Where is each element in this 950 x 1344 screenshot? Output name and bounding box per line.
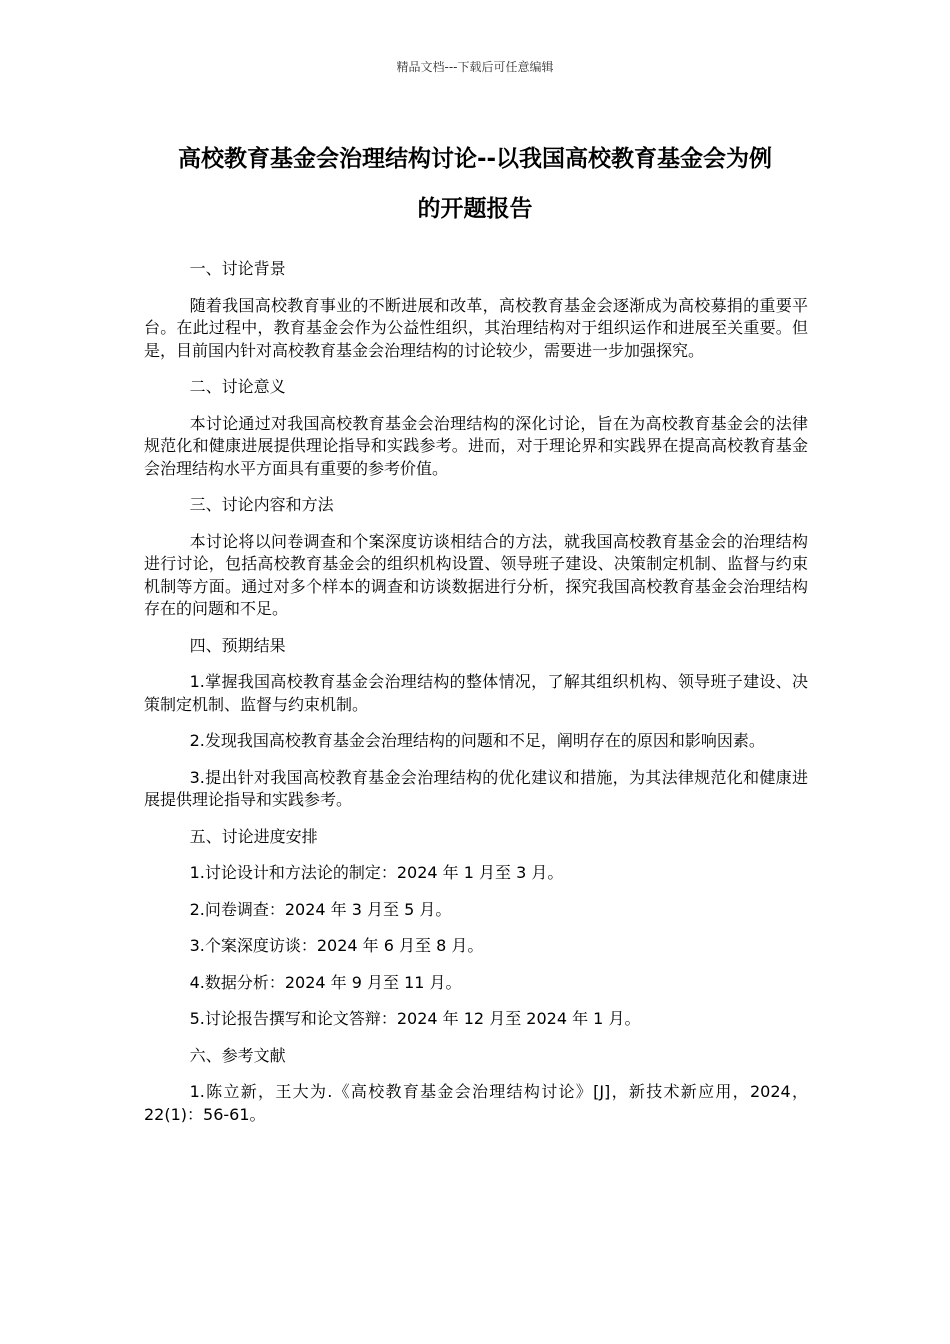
- section-text-background: 随着我国高校教育事业的不断进展和改革，高校教育基金会逐渐成为高校募捐的重要平台。在此过程中，教育基金会作为公益性组织，其治理结构对于组织运作和进展至关重要。但是，目前国内针对高校教育基金会治理结构的讨论较少，需要进一步加强探究。: [144, 295, 808, 360]
- section-text-methods: 本讨论将以问卷调查和个案深度访谈相结合的方法，就我国高校教育基金会的治理结构进行讨论，包括高校教育基金会的组织机构设置、领导班子建设、决策制定机制、监督与约束机制等方面。通过对多个样本的调查和访谈数据进行分析，探究我国高校教育基金会治理结构存在的问题和不足。: [144, 531, 808, 618]
- results-item-1: 1.掌握我国高校教育基金会治理结构的整体情况，了解其组织机构、领导班子建设、决策制定机制、监督与约束机制。: [144, 672, 808, 714]
- schedule-item-3: 3.个案深度访谈：2024 年 6 月至 8 月。: [189, 936, 484, 955]
- schedule-item-5: 5.讨论报告撰写和论文答辩：2024 年 12 月至 2024 年 1 月。: [189, 1009, 641, 1028]
- section-heading-references: 六、参考文献: [189, 1045, 286, 1065]
- document-title: [140, 134, 810, 234]
- results-item-2: 2.发现我国高校教育基金会治理结构的问题和不足，阐明存在的原因和影响因素。: [189, 731, 765, 750]
- section-heading-schedule: 五、讨论进度安排: [189, 826, 318, 846]
- section-heading-results: 四、预期结果: [189, 635, 286, 655]
- document-title-line-2: 的开题报告: [417, 196, 533, 222]
- schedule-item-1: 1.讨论设计和方法论的制定：2024 年 1 月至 3 月。: [189, 863, 564, 882]
- schedule-item-2: 2.问卷调查：2024 年 3 月至 5 月。: [189, 899, 452, 919]
- page-header-note: 精品文档---下载后可任意编辑: [396, 60, 554, 74]
- document-body: [144, 258, 808, 1140]
- schedule-item-4: 4.数据分析：2024 年 9 月至 11 月。: [189, 972, 462, 992]
- section-text-significance: 本讨论通过对我国高校教育基金会治理结构的深化讨论，旨在为高校教育基金会的法律规范化和健康进展提供理论指导和实践参考。进而，对于理论界和实践界在提高高校教育基金会治理结构水平方面具有重要的参考价值。: [144, 413, 808, 478]
- document-title-line-1: 高校教育基金会治理结构讨论--以我国高校教育基金会为例: [177, 146, 773, 172]
- section-heading-methods: 三、讨论内容和方法: [189, 495, 334, 514]
- section-heading-significance: 二、讨论意义: [189, 377, 286, 396]
- reference-item-1: 1.陈立新，王大为.《高校教育基金会治理结构讨论》[J]，新技术新应用，2024，22(1)：56-61。: [144, 1082, 808, 1124]
- results-item-3: 3.提出针对我国高校教育基金会治理结构的优化建议和措施，为其法律规范化和健康进展提供理论指导和实践参考。: [144, 767, 808, 809]
- section-heading-background: 一、讨论背景: [189, 259, 286, 278]
